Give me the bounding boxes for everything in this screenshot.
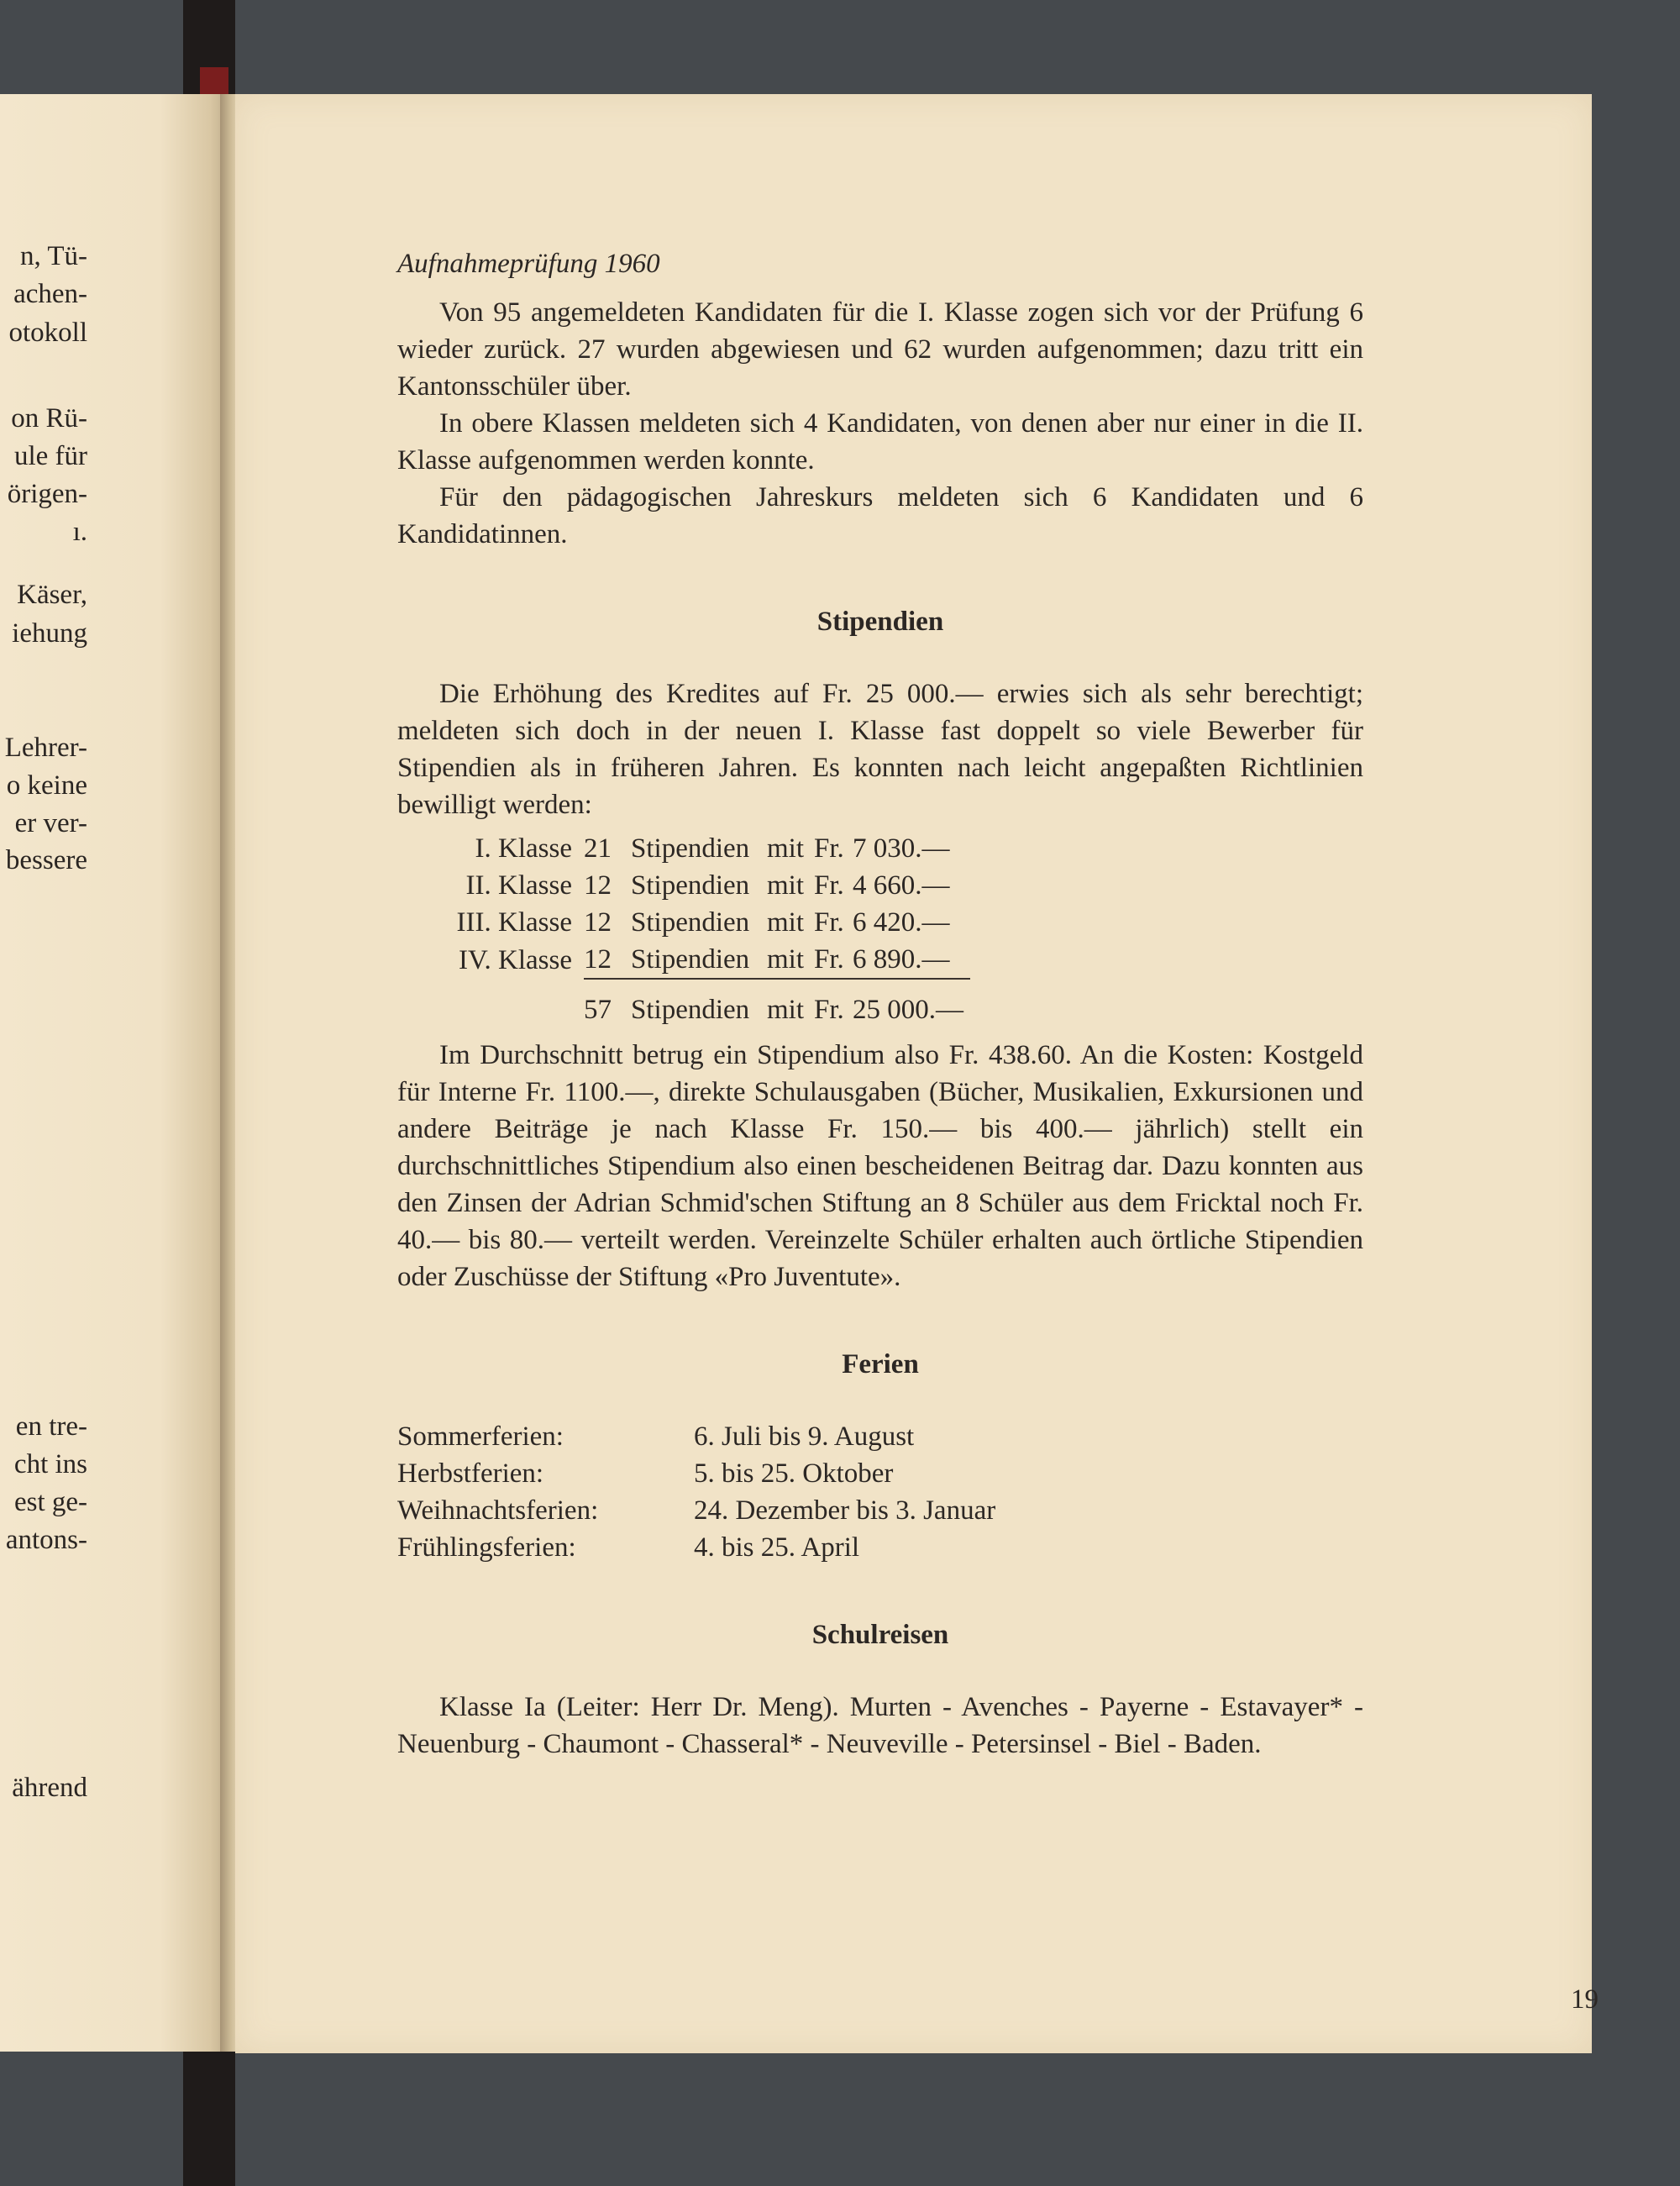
- ferien-period: Herbstferien:: [397, 1458, 544, 1489]
- left-fragment: o keine: [6, 770, 87, 801]
- klasse-cell: II. Klasse: [465, 870, 572, 901]
- total-fr-cell: Fr.: [814, 995, 844, 1025]
- schulreisen-text: Klasse Ia (Leiter: Herr Dr. Meng). Murten - Avenches - Payerne - Estavayer* - Neuenburg - Chaumont - Chasseral* - Neuveville - Petersinsel - Biel - Baden.: [397, 1692, 1363, 1759]
- book-spine-bottom: [183, 2050, 235, 2186]
- ferien-dates: 4. bis 25. April: [694, 1532, 860, 1563]
- ferien-period: Frühlingsferien:: [397, 1532, 576, 1563]
- left-fragment: Käser,: [17, 580, 87, 610]
- word-cell: Stipendien: [631, 870, 750, 901]
- left-fragment: est ge-: [13, 1487, 87, 1517]
- word-cell: Stipendien: [621, 941, 767, 979]
- amount-cell: 7 030.—: [853, 833, 950, 864]
- admission-paragraph: Von 95 angemeldeten Kandidaten für die I. Klasse zogen sich vor der Prüfung 6 wieder zurück. 27 wurden abgewiesen und 62 wurden aufgenommen; dazu tritt ein Kantonsschüler über.: [397, 297, 1363, 402]
- ferien-row: [397, 1455, 995, 1492]
- left-fragment: bessere: [5, 845, 87, 875]
- left-page: [0, 94, 228, 2052]
- klasse-cell: III. Klasse: [456, 907, 572, 938]
- klasse-cell: IV. Klasse: [458, 944, 572, 975]
- ferien-heading: Ferien: [842, 1349, 919, 1379]
- left-fragment: n, Tü-: [19, 241, 87, 271]
- fr-cell: Fr.: [814, 870, 844, 901]
- ferien-row: [397, 1529, 995, 1566]
- fr-cell: Fr.: [814, 907, 844, 938]
- right-page: [235, 94, 1599, 2053]
- left-fragment: ule für: [13, 441, 87, 471]
- ferien-row: [397, 1492, 995, 1529]
- ferien-period: Weihnachtsferien:: [397, 1495, 599, 1526]
- stipendien-row: [448, 830, 970, 867]
- page-content: [397, 245, 1363, 1763]
- left-fragment: ı.: [72, 517, 87, 547]
- left-fragment: Lehrer-: [4, 733, 87, 763]
- count-cell: 12: [584, 941, 621, 979]
- left-fragment: er ver-: [14, 808, 87, 838]
- total-count-cell: 57: [584, 995, 612, 1025]
- amount-cell: 6 890.—: [853, 941, 970, 979]
- admission-paragraph: Für den pädagogischen Jahreskurs meldeten sich 6 Kandidaten und 6 Kandidatinnen.: [397, 482, 1363, 549]
- ferien-row: [397, 1418, 995, 1455]
- amount-cell: 4 660.—: [853, 870, 950, 901]
- ferien-dates: 24. Dezember bis 3. Januar: [694, 1495, 996, 1526]
- total-word-cell: Stipendien: [631, 995, 750, 1025]
- fr-cell: Fr.: [814, 833, 844, 864]
- total-empty-cell: [448, 979, 584, 1028]
- admission-paragraph: In obere Klassen meldeten sich 4 Kandidaten, von denen aber nur einer in die II. Klasse aufgenommen werden konnte.: [397, 408, 1363, 476]
- left-fragment: antons-: [5, 1525, 87, 1555]
- left-fragment: cht ins: [13, 1449, 87, 1479]
- count-cell: 21: [584, 833, 612, 864]
- ferien-dates: 5. bis 25. Oktober: [694, 1458, 894, 1489]
- count-cell: 12: [584, 870, 612, 901]
- schulreisen-heading: Schulreisen: [811, 1620, 949, 1650]
- admission-title: Aufnahmeprüfung 1960: [397, 249, 660, 279]
- left-fragment: achen-: [13, 279, 87, 309]
- stipendien-heading: Stipendien: [816, 607, 944, 637]
- left-fragment: iehung: [12, 618, 87, 649]
- left-fragment: otokoll: [8, 318, 87, 348]
- mit-cell: mit: [767, 833, 805, 864]
- left-page-text-fragments: [0, 94, 87, 2052]
- ferien-table: [397, 1418, 995, 1566]
- mit-cell: mit: [767, 941, 814, 979]
- left-fragment: en tre-: [15, 1411, 87, 1442]
- stipendien-row: [448, 941, 970, 979]
- total-amount-cell: 25 000.—: [853, 995, 963, 1025]
- mit-cell: mit: [767, 870, 805, 901]
- stipendien-intro: Die Erhöhung des Kredites auf Fr. 25 000.— erwies sich als sehr berechtigt; meldeten sich doch in der neuen I. Klasse fast doppelt so viele Bewerber für Stipendien als in früheren Jahren. Es konnten nach leicht angepaßten Richtlinien bewilligt werden:: [397, 679, 1363, 820]
- count-cell: 12: [584, 907, 612, 938]
- stipendien-row: [448, 904, 970, 941]
- fr-cell: Fr.: [814, 941, 853, 979]
- left-fragment: ährend: [12, 1773, 87, 1803]
- amount-cell: 6 420.—: [853, 907, 950, 938]
- total-mit-cell: mit: [767, 995, 805, 1025]
- word-cell: Stipendien: [631, 907, 750, 938]
- stipendien-table: [448, 830, 970, 1028]
- stipendien-row: [448, 867, 970, 904]
- left-fragment: örigen-: [7, 479, 87, 509]
- mit-cell: mit: [767, 907, 805, 938]
- stipendien-summary: Im Durchschnitt betrug ein Stipendium also Fr. 438.60. An die Kosten: Kostgeld für Interne Fr. 1100.—, direkte Schulausgaben (Bücher, Musikalien, Exkursionen und andere Beiträge je nach Klasse Fr. 150.— bis 400.— jährlich) stellt ein durchschnittliches Stipendium also einen bescheidenen Beitrag dar. Dazu konnten aus den Zinsen der Adrian Schmid'schen Stiftung an 8 Schüler aus dem Fricktal noch Fr. 40.— bis 80.— verteilt werden. Vereinzelte Schüler erhalten auch örtliche Stipendien oder Zuschüsse der Stiftung «Pro Juventute».: [397, 1040, 1363, 1292]
- stipendien-total-row: [448, 979, 970, 1028]
- klasse-cell: I. Klasse: [475, 833, 572, 864]
- ferien-period: Sommerferien:: [397, 1421, 564, 1452]
- word-cell: Stipendien: [631, 833, 750, 864]
- page-number: 19: [1571, 1984, 1599, 2015]
- left-fragment: on Rü-: [11, 403, 87, 434]
- ferien-dates: 6. Juli bis 9. August: [694, 1421, 915, 1452]
